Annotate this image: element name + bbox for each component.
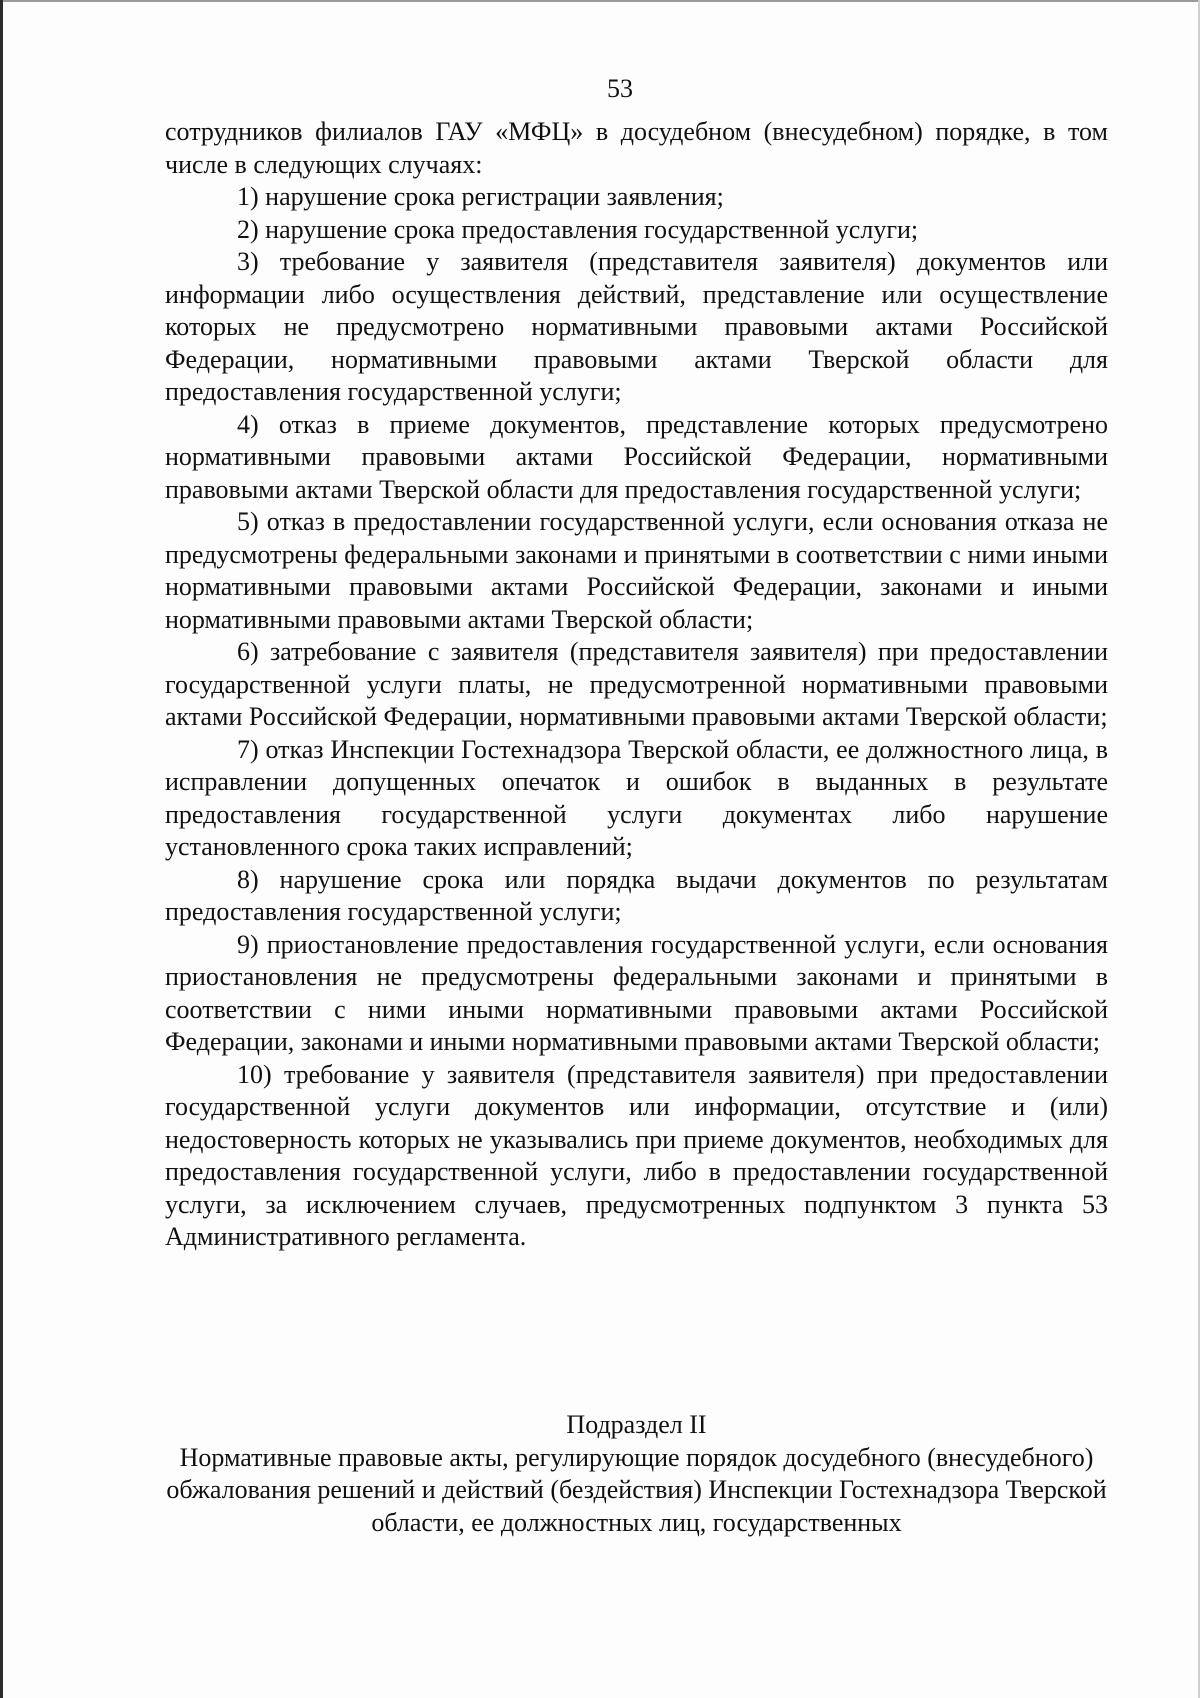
list-item-10: 10) требование у заявителя (представителя заявителя) при предоставлении государственной услуги документов или информации, отсутствие и (или) недостоверность которых не указывались при приеме документов, необходимых для предоставления государственной услуги, либо в предоставлении государственной услуги, за исключением случаев, предусмотренных подпунктом 3 пункта 53 Административного регламента.: [165, 1059, 1108, 1251]
subsection-heading: Нормативные правовые акты, регулирующие порядок досудебного (внесудебного) обжалования решений и действий (бездействия) Инспекции Гостехнадзора Тверской области, ее должностных лиц, государственных: [166, 1442, 1107, 1537]
scan-left-edge: [0, 0, 3, 1698]
paragraph-intro: сотрудников филиалов ГАУ «МФЦ» в досудебном (внесудебном) порядке, в том числе в следующих случаях:: [165, 117, 1108, 179]
list-item-9: 9) приостановление предоставления государственной услуги, если основания приостановления не предусмотрены федеральными законами и принятыми в соответствии с ними иными нормативными правовыми актами Российской Федерации, законами и иными нормативными правовыми актами Тверской области;: [165, 929, 1108, 1056]
subsection: [165, 1409, 1108, 1539]
list-item-4: 4) отказ в приеме документов, представление которых предусмотрено нормативными правовыми актами Российской Федерации, нормативными правовыми актами Тверской области для предоставления государственной услуги;: [165, 409, 1108, 504]
list-item-5: 5) отказ в предоставлении государственной услуги, если основания отказа не предусмотрены федеральными законами и принятыми в соответствии с ними иными нормативными правовыми актами Российской Федерации, законами и иными нормативными правовыми актами Тверской области;: [165, 507, 1108, 634]
page-number: 53: [607, 74, 633, 103]
list-item-8: 8) нарушение срока или порядка выдачи документов по результатам предоставления государственной услуги;: [165, 864, 1108, 926]
list-item-3: 3) требование у заявителя (представителя заявителя) документов или информации либо осуществления действий, представление или осуществление которых не предусмотрено нормативными правовыми актами Российской Федерации, нормативными правовыми актами Тверской области для предоставления государственной услуги;: [165, 247, 1108, 406]
list-item-6: 6) затребование с заявителя (представителя заявителя) при предоставлении государственной услуги платы, не предусмотренной нормативными правовыми актами Российской Федерации, нормативными правовыми актами Тверской области;: [165, 637, 1108, 731]
body-text: [165, 116, 1108, 1254]
scan-top-edge: [0, 0, 1200, 2]
list-item-1: 1) нарушение срока регистрации заявления;: [237, 182, 724, 211]
subsection-title: Подраздел II: [566, 1410, 707, 1439]
list-item-7: 7) отказ Инспекции Гостехнадзора Тверской области, ее должностного лица, в исправлении допущенных опечаток и ошибок в выданных в результате предоставления государственной услуги документах либо нарушение установленного срока таких исправлений;: [165, 734, 1108, 861]
list-item-2: 2) нарушение срока предоставления государственной услуги;: [237, 214, 919, 244]
